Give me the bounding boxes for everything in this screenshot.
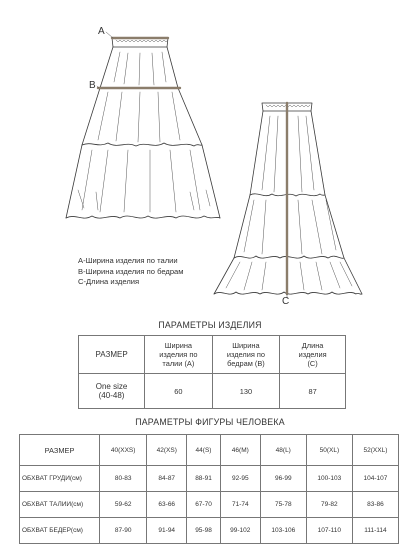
bp-header-col: 46(M) [220,435,260,466]
pp-header-b: Ширина изделия по бедрам (B) [212,336,280,374]
bp-cell: 107-110 [306,518,352,544]
bp-row-label: ОБХВАТ ГРУДИ(см) [20,466,100,492]
marker-a: A [98,26,105,37]
bp-cell: 63-66 [147,492,187,518]
bp-header-col: 52(XXL) [352,435,398,466]
bp-cell: 96-99 [260,466,306,492]
pp-row-c: 87 [280,374,346,409]
body-params-table [19,434,399,544]
pp-row-size: One size (40-48) [79,374,145,409]
bp-cell: 88-91 [187,466,221,492]
bp-cell: 75-78 [260,492,306,518]
product-params-title: ПАРАМЕТРЫ ИЗДЕЛИЯ [158,320,262,330]
bp-cell: 83-86 [352,492,398,518]
bp-cell: 92-95 [220,466,260,492]
table-row [20,466,399,492]
bp-cell: 84-87 [147,466,187,492]
bp-cell: 79-82 [306,492,352,518]
leader-lines [95,30,120,90]
bp-cell: 104-107 [352,466,398,492]
bp-cell: 100-103 [306,466,352,492]
bp-cell: 91-94 [147,518,187,544]
bp-header-col: 48(L) [260,435,306,466]
bp-cell: 67-70 [187,492,221,518]
bp-cell: 111-114 [352,518,398,544]
skirt-back-sketch [210,95,370,310]
bp-header-col: 40(XXS) [100,435,147,466]
body-params-title: ПАРАМЕТРЫ ФИГУРЫ ЧЕЛОВЕКА [135,417,285,427]
pp-header-c: Длина изделия (C) [280,336,346,374]
bp-cell: 59-62 [100,492,147,518]
pp-row-a: 60 [145,374,213,409]
marker-c: C [282,296,290,307]
bp-header-col: 42(XS) [147,435,187,466]
bp-header-col: 50(XL) [306,435,352,466]
legend-b: B-Ширина изделия по бедрам [78,266,184,276]
table-row [20,492,399,518]
bp-cell: 71-74 [220,492,260,518]
table-row [20,518,399,544]
marker-b: B [89,80,96,91]
bp-cell: 99-102 [220,518,260,544]
pp-header-size: РАЗМЕР [79,336,145,374]
bp-row-label: ОБХВАТ ТАЛИИ(см) [20,492,100,518]
skirt-front-sketch [60,25,230,260]
bp-cell: 95-98 [187,518,221,544]
bp-header-col: 44(S) [187,435,221,466]
bp-cell: 80-83 [100,466,147,492]
bp-header-size: РАЗМЕР [20,435,100,466]
pp-header-a: Ширина изделия по талии (А) [145,336,213,374]
measurement-legend [78,256,184,288]
product-params-table [78,335,346,409]
bp-cell: 103-106 [260,518,306,544]
legend-c: C-Длина изделия [78,277,140,286]
legend-a: A-Ширина изделия по талии [78,256,178,265]
bp-cell: 87-90 [100,518,147,544]
pp-row-b: 130 [212,374,280,409]
bp-row-label: ОБХВАТ БЕДЕР(см) [20,518,100,544]
